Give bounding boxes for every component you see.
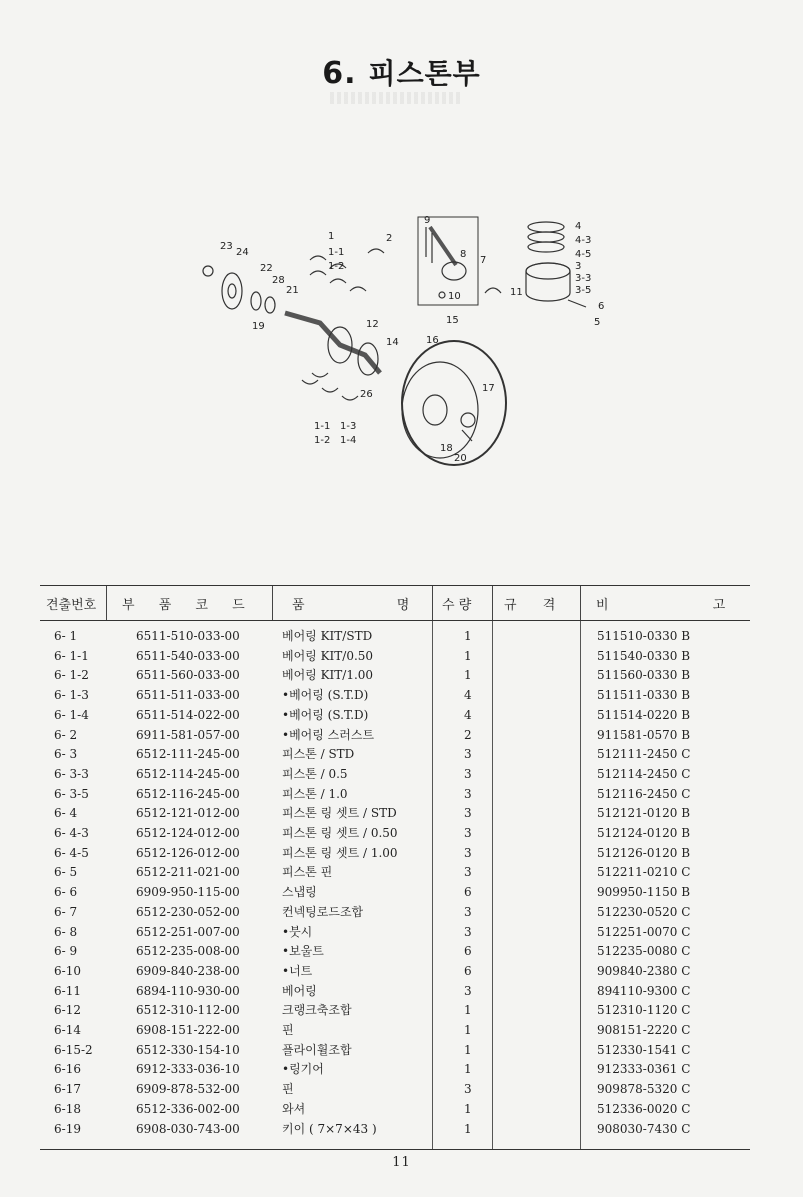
cell-qty: 1	[464, 648, 472, 663]
cell-no: 6-14	[54, 1023, 81, 1037]
table-row	[40, 1021, 750, 1041]
header-note: 비 고	[596, 598, 726, 613]
cell-qty: 1	[464, 1003, 472, 1018]
table-row	[40, 1120, 750, 1140]
callout-label: 19	[252, 321, 265, 332]
cell-note: 512336-0020 C	[597, 1101, 691, 1116]
cell-qty: 3	[464, 865, 472, 880]
cell-code: 6908-030-743-00	[136, 1121, 240, 1136]
cell-name: •너트	[282, 963, 313, 978]
cell-name: 베어링 KIT/STD	[282, 629, 373, 643]
table-body	[40, 621, 750, 1150]
cell-qty: 3	[464, 766, 472, 781]
callout-label: 3-3	[575, 273, 592, 284]
callout-label: 3	[575, 261, 582, 272]
callout-label: 11	[510, 287, 523, 298]
cell-note: 512310-1120 C	[597, 1003, 691, 1018]
cell-no: 6- 4-3	[54, 826, 89, 840]
flywheel-part	[402, 341, 506, 465]
cell-name: •보울트	[282, 944, 324, 959]
cell-name: 피스톤 링 셋트 / 0.50	[282, 826, 398, 840]
cell-name: 베어링	[282, 983, 317, 998]
callout-label: 4	[575, 221, 582, 232]
table-row	[40, 863, 750, 883]
cell-note: 512330-1541 C	[597, 1042, 691, 1057]
cell-code: 6909-840-238-00	[136, 963, 240, 978]
cell-name: •베어링 스러스트	[282, 727, 375, 742]
cell-no: 6- 9	[54, 944, 78, 959]
cell-note: 512126-0120 B	[597, 845, 691, 860]
piston-assembly-drawing	[190, 205, 620, 475]
table-row	[40, 706, 750, 726]
cell-no: 6-15-2	[54, 1042, 93, 1057]
section-title: 피스톤부	[368, 57, 481, 90]
callout-label: 12	[366, 319, 379, 330]
table-row	[40, 726, 750, 746]
cell-qty: 3	[464, 786, 472, 801]
connecting-rod-part	[430, 227, 456, 265]
callout-label: 1-1	[328, 247, 345, 258]
callout-label: 20	[454, 453, 467, 464]
cell-code: 6512-114-245-00	[136, 766, 240, 781]
cell-no: 6- 3	[54, 747, 78, 762]
title-ghost-print	[330, 92, 460, 104]
cell-no: 6-16	[54, 1062, 81, 1077]
cell-qty: 3	[464, 806, 472, 821]
callout-label: 5	[594, 317, 601, 328]
header-spec: 규 격	[504, 598, 556, 613]
cell-name: •베어링 (S.T.D)	[282, 688, 369, 703]
callout-label: 7	[480, 255, 487, 266]
cell-qty: 1	[464, 1023, 472, 1037]
section-number: 6.	[322, 56, 357, 91]
cell-code: 6511-514-022-00	[136, 707, 240, 722]
cell-name: •붓시	[282, 924, 313, 939]
table-row	[40, 627, 750, 647]
cell-name: 베어링 KIT/0.50	[282, 648, 374, 663]
table-row	[40, 647, 750, 667]
cell-no: 6- 1	[54, 629, 78, 643]
cell-name: 피스톤 / 0.5	[282, 766, 348, 781]
cell-qty: 1	[464, 1062, 472, 1077]
callout-label: 24	[236, 247, 249, 258]
cell-note: 512211-0210 C	[597, 865, 691, 880]
callout-label: 22	[260, 263, 273, 274]
header-no: 견출번호	[46, 598, 97, 613]
cell-no: 6- 3-5	[54, 786, 89, 801]
callout-label: 1-2	[314, 435, 331, 446]
callout-label: 17	[482, 383, 495, 394]
cell-no: 6- 7	[54, 904, 78, 919]
cell-name: 피스톤 / STD	[282, 747, 355, 762]
cell-note: 908151-2220 C	[597, 1023, 691, 1037]
cell-note: 511514-0220 B	[597, 707, 691, 722]
cell-no: 6- 6	[54, 885, 78, 900]
table-row	[40, 666, 750, 686]
cell-note: 909950-1150 B	[597, 885, 691, 900]
cell-no: 6- 5	[54, 865, 78, 880]
cell-code: 6894-110-930-00	[136, 983, 240, 998]
cell-note: 512235-0080 C	[597, 944, 691, 959]
cell-no: 6-12	[54, 1003, 81, 1018]
cell-note: 912333-0361 C	[597, 1062, 691, 1077]
cell-no: 6- 1-2	[54, 668, 89, 683]
cell-no: 6- 3-3	[54, 766, 89, 781]
cell-qty: 3	[464, 983, 472, 998]
table-row	[40, 824, 750, 844]
cell-code: 6512-111-245-00	[136, 747, 240, 762]
nut-part	[203, 266, 213, 276]
cell-qty: 3	[464, 826, 472, 840]
cell-name: 피스톤 링 셋트 / STD	[282, 806, 397, 821]
cell-note: 511560-0330 B	[597, 668, 691, 683]
table-row	[40, 982, 750, 1002]
cell-qty: 1	[464, 629, 472, 643]
callout-label: 15	[446, 315, 459, 326]
table-row	[40, 903, 750, 923]
page-number: 11	[392, 1155, 411, 1170]
table-row	[40, 804, 750, 824]
cell-code: 6909-878-532-00	[136, 1082, 240, 1097]
cell-code: 6911-581-057-00	[136, 727, 240, 742]
callout-label: 16	[426, 335, 439, 346]
cell-qty: 3	[464, 924, 472, 939]
cell-no: 6- 4	[54, 806, 78, 821]
cell-qty: 3	[464, 747, 472, 762]
cell-name: 베어링 KIT/1.00	[282, 668, 374, 683]
table-row	[40, 1060, 750, 1080]
callout-label: 8	[460, 249, 467, 260]
cell-code: 6511-560-033-00	[136, 668, 240, 683]
cell-name: 피스톤 링 셋트 / 1.00	[282, 845, 398, 860]
cell-code: 6512-235-008-00	[136, 944, 240, 959]
callout-label: 26	[360, 389, 373, 400]
table-row	[40, 923, 750, 943]
cell-note: 512111-2450 C	[597, 747, 691, 762]
cell-qty: 2	[464, 727, 472, 742]
callout-label: 23	[220, 241, 233, 252]
cell-qty: 6	[464, 963, 472, 978]
table-row	[40, 1080, 750, 1100]
table-header	[40, 585, 750, 621]
cell-note: 909840-2380 C	[597, 963, 691, 978]
cell-no: 6- 8	[54, 924, 78, 939]
cell-code: 6511-510-033-00	[136, 629, 240, 643]
cell-no: 6- 1-4	[54, 707, 89, 722]
cell-note: 512116-2450 C	[597, 786, 691, 801]
callout-label: 3-5	[575, 285, 592, 296]
cell-no: 6-11	[54, 983, 81, 998]
cell-code: 6511-511-033-00	[136, 688, 240, 703]
cell-name: 플라이휠조합	[282, 1042, 352, 1057]
cell-qty: 1	[464, 1042, 472, 1057]
cell-code: 6512-251-007-00	[136, 924, 240, 939]
callout-label: 28	[272, 275, 285, 286]
cell-note: 512121-0120 B	[597, 806, 691, 821]
cell-qty: 1	[464, 1101, 472, 1116]
cell-no: 6-19	[54, 1121, 81, 1136]
table-row	[40, 942, 750, 962]
callout-label: 9	[424, 215, 431, 226]
cell-code: 6512-230-052-00	[136, 904, 240, 919]
table-row	[40, 765, 750, 785]
cell-qty: 1	[464, 1121, 472, 1136]
callout-label: 6	[598, 301, 605, 312]
table-row	[40, 745, 750, 765]
cell-note: 511511-0330 B	[597, 688, 691, 703]
cell-code: 6512-330-154-10	[136, 1042, 240, 1057]
cell-no: 6- 2	[54, 727, 78, 742]
cell-note: 512251-0070 C	[597, 924, 691, 939]
callout-label: 1-1	[314, 421, 331, 432]
callout-label: 1-3	[340, 421, 357, 432]
cell-code: 6512-310-112-00	[136, 1003, 240, 1018]
cell-note: 512124-0120 B	[597, 826, 691, 840]
callout-label: 14	[386, 337, 399, 348]
table-row	[40, 785, 750, 805]
table-row	[40, 1001, 750, 1021]
cell-code: 6512-211-021-00	[136, 865, 240, 880]
cell-name: 컨넥팅로드조합	[282, 904, 364, 919]
header-name: 품 명	[292, 598, 410, 613]
cell-note: 909878-5320 C	[597, 1082, 691, 1097]
cell-qty: 3	[464, 904, 472, 919]
piston-ring-part	[528, 222, 564, 232]
cell-code: 6512-126-012-00	[136, 845, 240, 860]
cell-note: 908030-7430 C	[597, 1121, 691, 1136]
cell-note: 512230-0520 C	[597, 904, 691, 919]
cell-name: 피스톤 / 1.0	[282, 786, 348, 801]
cell-name: •베어링 (S.T.D)	[282, 707, 369, 722]
cell-qty: 4	[464, 688, 472, 703]
cell-code: 6908-151-222-00	[136, 1023, 240, 1037]
table-row	[40, 844, 750, 864]
cell-name: 크랭크축조합	[282, 1003, 352, 1018]
callout-label: 4-3	[575, 235, 592, 246]
cell-no: 6- 1-1	[54, 648, 89, 663]
cell-no: 6-18	[54, 1101, 81, 1116]
cell-qty: 3	[464, 1082, 472, 1097]
cell-code: 6912-333-036-10	[136, 1062, 240, 1077]
cell-name: 핀	[282, 1082, 294, 1097]
cell-note: 511540-0330 B	[597, 648, 691, 663]
callout-label: 21	[286, 285, 299, 296]
cell-code: 6511-540-033-00	[136, 648, 240, 663]
cell-qty: 1	[464, 668, 472, 683]
cell-no: 6-17	[54, 1082, 81, 1097]
header-qty: 수 량	[442, 598, 472, 613]
table-row	[40, 686, 750, 706]
page-title	[0, 52, 803, 92]
cell-qty: 6	[464, 944, 472, 959]
cell-code: 6909-950-115-00	[136, 885, 240, 900]
cell-note: 511510-0330 B	[597, 629, 691, 643]
parts-table	[40, 585, 750, 1150]
cell-name: 스냅링	[282, 885, 317, 900]
piston-part	[526, 263, 570, 301]
cell-no: 6- 1-3	[54, 688, 89, 703]
cell-name: •링기어	[282, 1062, 324, 1077]
table-row	[40, 1041, 750, 1061]
cell-note: 911581-0570 B	[597, 727, 691, 742]
cell-qty: 3	[464, 845, 472, 860]
callout-label: 10	[448, 291, 461, 302]
cell-code: 6512-124-012-00	[136, 826, 240, 840]
callout-label: 2	[386, 233, 393, 244]
callout-label: 1	[328, 231, 335, 242]
cell-name: 피스톤 핀	[282, 865, 333, 880]
cell-qty: 6	[464, 885, 472, 900]
header-code: 부 품 코 드	[122, 598, 255, 613]
cell-no: 6-10	[54, 963, 81, 978]
cell-name: 키이 ( 7×7×43 )	[282, 1121, 377, 1136]
pulley-part	[222, 273, 242, 309]
cell-name: 핀	[282, 1023, 294, 1037]
cell-code: 6512-336-002-00	[136, 1101, 240, 1116]
cell-code: 6512-121-012-00	[136, 806, 240, 821]
cell-name: 와셔	[282, 1101, 306, 1116]
cell-note: 894110-9300 C	[597, 983, 691, 998]
table-row	[40, 962, 750, 982]
exploded-parts-diagram	[190, 205, 620, 475]
cell-qty: 4	[464, 707, 472, 722]
cell-code: 6512-116-245-00	[136, 786, 240, 801]
callout-label: 1-4	[340, 435, 357, 446]
callout-label: 18	[440, 443, 453, 454]
cell-note: 512114-2450 C	[597, 766, 691, 781]
callout-label: 4-5	[575, 249, 592, 260]
table-row	[40, 883, 750, 903]
table-row	[40, 1100, 750, 1120]
cell-no: 6- 4-5	[54, 845, 89, 860]
callout-label: 1-2	[328, 261, 345, 272]
